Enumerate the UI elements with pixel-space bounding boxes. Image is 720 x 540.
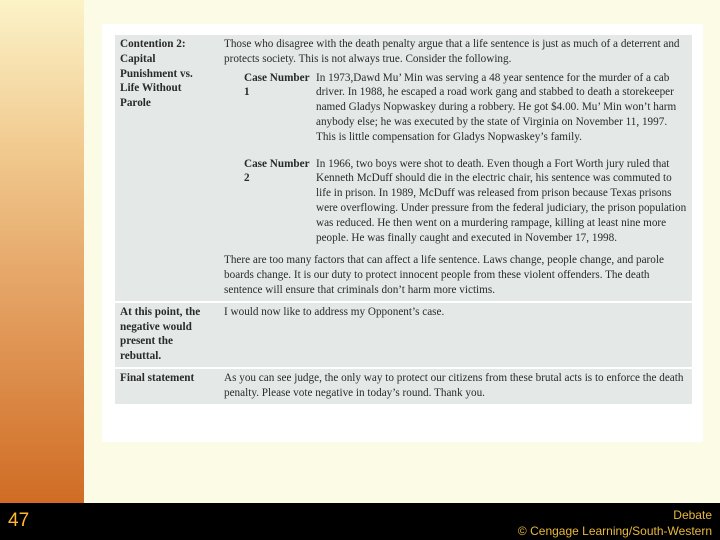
footer-copyright: © Cengage Learning/South-Western: [517, 524, 712, 538]
negative-text: I would now like to address my Opponent’s case.: [219, 303, 692, 367]
case-1-text: In 1973,Dawd Mu’ Min was serving a 48 year sentence for the murder of a cab driver. In 1988, he escaped a road work gang and stabbed to death a storekeeper named Gladys Nopwaskey during a robbery. He got $4.00. Mu’ Min won’t harm anybody else; he was executed by the state of Virginia on November 11, 1997. This is little compensation for Gladys Nopwaskey’s family.: [316, 71, 677, 143]
case-2: [224, 157, 687, 246]
final-text: As you can see judge, the only way to protect our citizens from these brutal acts is to enforce the death penalty. Please vote negative in today’s round. Thank you.: [219, 369, 692, 404]
contention-intro: Those who disagree with the death penalty argue that a life sentence is just as much of a deterrent and protects society. This is not always true. Consider the following.: [224, 38, 680, 65]
table-row-negative: [115, 303, 692, 367]
table-row-final: [115, 369, 692, 404]
contention-label: Contention 2: Capital Punishment vs. Life Without Parole: [115, 35, 219, 301]
contention-conclusion: There are too many factors that can affect a life sentence. Laws change, people change, and parole boards change. It is our duty to protect innocent people from these violent offenders. The death sentence will ensure that criminals don’t harm more victims.: [224, 254, 664, 296]
case-1: [224, 71, 687, 145]
orange-gradient-sidebar: [0, 0, 84, 503]
negative-label: At this point, the negative would present the rebuttal.: [115, 303, 219, 367]
contention-cell: [219, 35, 692, 301]
slide-number: 47: [8, 510, 30, 531]
footer-title: Debate: [673, 508, 712, 522]
table-row-contention: [115, 35, 692, 301]
case-2-label: Case Number 2: [244, 157, 310, 185]
debate-table: [115, 33, 692, 406]
case-1-label: Case Number 1: [244, 71, 310, 99]
debate-table-image: [102, 24, 703, 442]
footer-credit: [518, 507, 712, 539]
final-label: Final statement: [115, 369, 219, 404]
case-2-text: In 1966, two boys were shot to death. Even though a Fort Worth jury ruled that Kenneth McDuff should die in the electric chair, his sentence was commuted to life in prison. In 1989, McDuff was released from prison because Texas prisons were overflowing. Under pressure from the federal judiciary, the prison population was reduced. He then went on a murdering rampage, killing at least nine more people. He was finally caught and executed in November 17, 1998.: [316, 157, 687, 244]
